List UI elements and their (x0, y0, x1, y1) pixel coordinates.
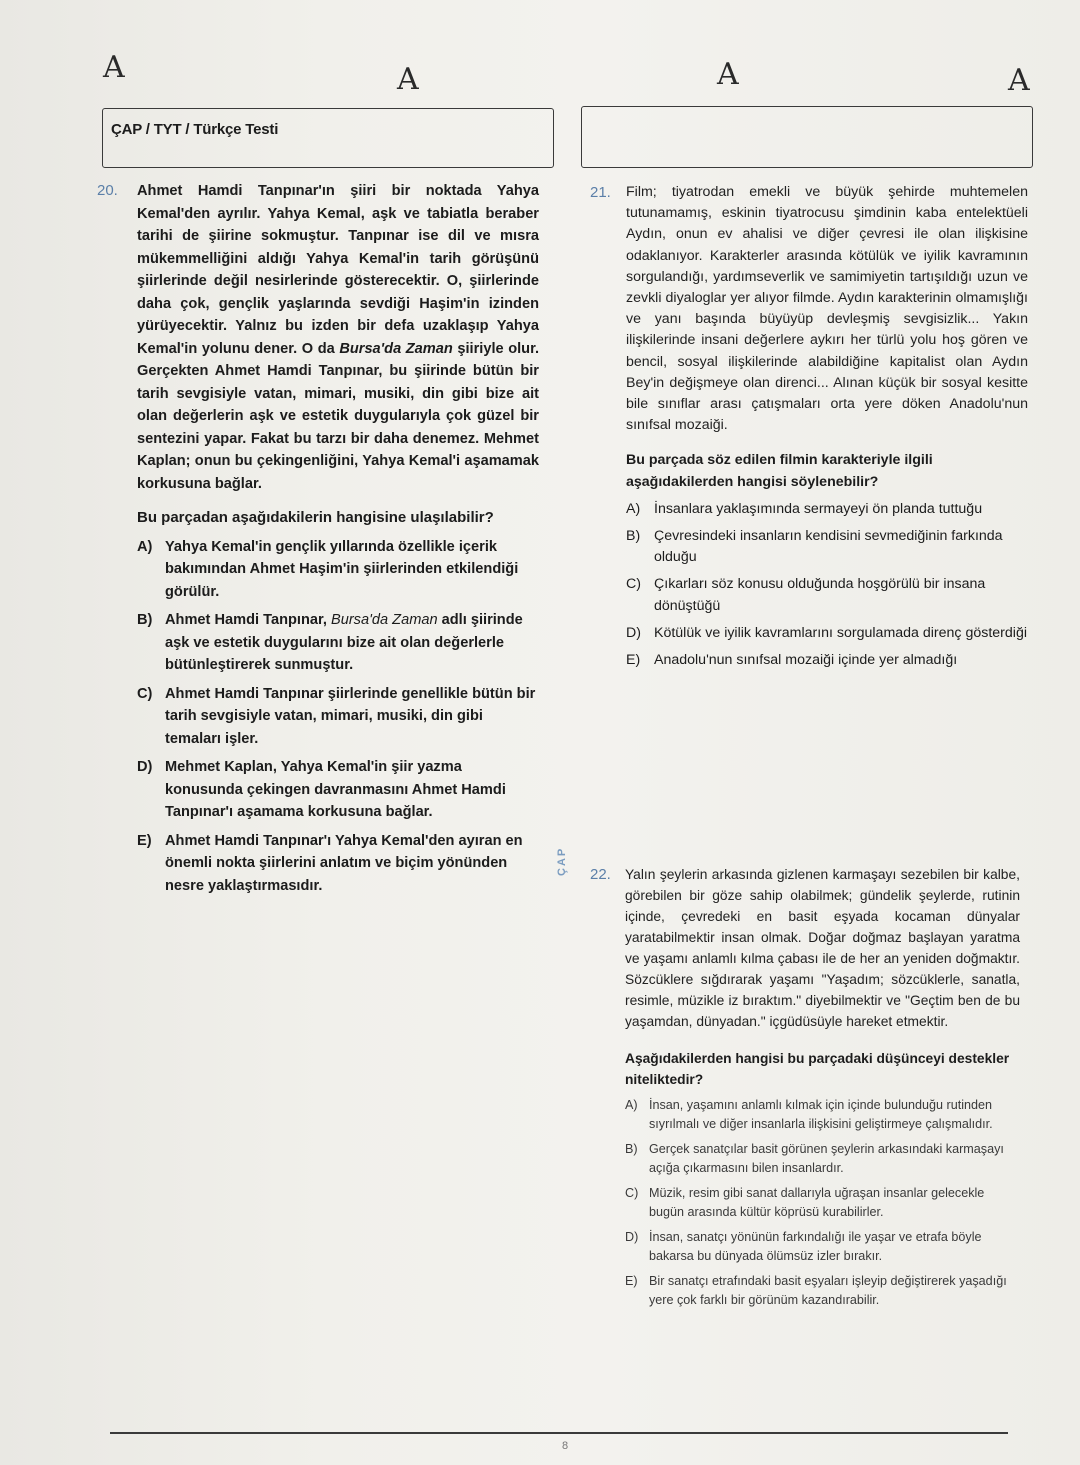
option-c[interactable]: C) Müzik, resim gibi sanat dallarıyla uğraşan insanlar gelecekle bugün arasında kültür köprüsü kurabilirler. (625, 1186, 985, 1219)
option-c[interactable]: C) Ahmet Hamdi Tanpınar şiirlerinde genellikle bütün bir tarih sevgisiyle vatan, mimari, musiki, din gibi temaları işler. (137, 685, 536, 747)
question-prompt: Bu parçadan aşağıdakilerin hangisine ulaşılabilir? (137, 509, 494, 526)
option-d[interactable]: D) İnsan, sanatçı yönünün farkındalığı ile yaşar ve etrafa böyle bakarsa bu dünyada ölümsüz izler bırakır. (625, 1230, 982, 1263)
option-a[interactable]: A) Yahya Kemal'in gençlik yıllarında özellikle içerik bakımından Ahmet Haşim'in şiirlerinden etkilendiği görülür. (137, 538, 519, 600)
booklet-letter: A (397, 62, 419, 97)
option-b[interactable]: B) Ahmet Hamdi Tanpınar, Bursa'da Zaman adlı şiirinde aşk ve estetik duygularını bize ait olan değerlerle bütünleştirerek sunmuştur. (137, 612, 523, 673)
page-number: 8 (562, 1440, 569, 1452)
option-b[interactable]: B) Çevresindeki insanların kendisini sevmediğinin farkında olduğu (626, 528, 1003, 566)
question-number: 22. (590, 866, 611, 883)
question-number: 20. (97, 182, 118, 199)
test-title: ÇAP / TYT / Türkçe Testi (111, 121, 279, 138)
option-a[interactable]: A) İnsanlara yaklaşımında sermayeyi ön planda tuttuğu (626, 500, 983, 517)
question-passage: Film; tiyatrodan emekli ve büyük şehirde muhtemelen tutunamamış, eskinin tiyatrocusu şimdinin kaba entelektüeli Aydın, onun ev ahalisi ve diğer çevresi ile olan ilişkisine odaklanıyor. Karakterler arasında kötülük ve iyilik kavramının sorgulandığı, yardımseverlik ve samimiyetin tartışıldığı uzun ve zevkli diyaloglar yer alıyor filmde. Aydın karakterinin olmamışlığı ve yanı başında büyüyüp devleşmiş sevgisizlik... Yakın ilişkilerinde insani değerlere aykırı her türlü yolu hoş gören ve bencil, sosyal ilişkilerinde alabildiğine kapitalist olan Aydın Bey'in değişmeye olan direnci... Alınan küçük bir sosyal kesitte bile sınıflar arası çatışmaları orta yere döken Anadolu'nun sınıfsal mozaiği. (626, 184, 1028, 434)
side-label: ÇAP (556, 846, 568, 876)
booklet-letter: A (717, 57, 739, 92)
question-passage: Yalın şeylerin arkasında gizlenen karmaşayı sezebilen bir kalbe, görebilen bir göze sahip olabilmek; gündelik şeylerde, rutinin içinde, çevredeki en basit eşyada kocaman dünyalar yaratabilmektir insan olmak. Doğar doğmaz başlayan yaratma ve yaşamı anlamlı kılma çabası ile de her an yeniden doğmaktır. Sözcüklere sığdırarak yaşamı "Yaşadım; sözcüklerle, sanatla, resimle, müzikle iz bıraktım." diyebilmektir ve "Geçtim ben de bu yaşamdan, dünyadan." içgüdüsüyle hareket etmektir. (625, 867, 1020, 1029)
question-number: 21. (590, 184, 611, 201)
left-header-box (102, 108, 554, 168)
option-c[interactable]: C) Çıkarları söz konusu olduğunda hoşgörülü bir insana dönüştüğü (626, 576, 986, 614)
option-e[interactable]: E) Bir sanatçı etrafındaki basit eşyaları işleyip değiştirerek yaşadığı yere çok farklı bir görünüm kazandırabilir. (625, 1274, 1007, 1307)
right-header-box (581, 106, 1033, 168)
option-e[interactable]: E) Ahmet Hamdi Tanpınar'ı Yahya Kemal'den ayıran en önemli nokta şiirlerini anlatım ve biçim yönünden nesre yaklaştırmasıdır. (137, 832, 523, 894)
question-21 (590, 182, 1028, 677)
question-20 (97, 180, 539, 903)
question-passage: Ahmet Hamdi Tanpınar'ın şiiri bir noktada Yahya Kemal'den ayrılır. Yahya Kemal, aşk ve tabiatla beraber tarihi de şiirine sokmuştur. Tanpınar ise dil ve mısra mükemmelliğini aldığı Yahya Kemal'in tarih görüşünü şiirlerinde değil nesirlerinde gösterecektir. O, şiirlerinde daha çok, gençlik yaşlarında sevdiği Haşim'in izinden yürüyecektir. Yalnız bu izden bir defa uzaklaşıp Yahya Kemal'in yolunu dener. O da Bursa'da Zaman şiiriyle olur. Gerçekten Ahmet Hamdi Tanpınar, bu şiirinde bütün bir tarih sevgisiyle vatan, mimari, musiki, din gibi bize ait olan değerlerin aşk ve estetik duygularıyla çok güzel bir sentezini yapar. Fakat bu tarzı bir daha denemez. Mehmet Kaplan; onun bu çekingenliğini, Yahya Kemal'i aşamamak korkusuna bağlar. (137, 183, 539, 492)
question-prompt: Bu parçada söz edilen filmin karakteriyle ilgili aşağıdakilerden hangisi söylenebilir? (626, 452, 933, 490)
question-prompt: Aşağıdakilerden hangisi bu parçadaki düşünceyi destekler niteliktedir? (625, 1051, 1010, 1087)
option-d[interactable]: D) Kötülük ve iyilik kavramlarını sorgulamada direnç gösterdiği (626, 624, 1027, 641)
footer-rule (110, 1432, 1008, 1434)
question-22 (590, 864, 1020, 1316)
option-d[interactable]: D) Mehmet Kaplan, Yahya Kemal'in şiir yazma konusunda çekingen davranmasını Ahmet Hamdi Tanpınar'ı aşamama korkusuna bağlar. (137, 759, 506, 820)
booklet-letter: A (103, 50, 125, 85)
option-b[interactable]: B) Gerçek sanatçılar basit görünen şeylerin arkasındaki karmaşayı açığa çıkarmasını bilen insanlardır. (625, 1142, 1004, 1175)
option-a[interactable]: A) İnsan, yaşamını anlamlı kılmak için içinde bulunduğu rutinden sıyrılmalı ve diğer insanlarla ilişkisini geliştirmeye çalışmalıdır. (625, 1098, 993, 1131)
option-e[interactable]: E) Anadolu'nun sınıfsal mozaiği içinde yer almadığı (626, 652, 958, 669)
booklet-letter: A (1008, 63, 1030, 98)
